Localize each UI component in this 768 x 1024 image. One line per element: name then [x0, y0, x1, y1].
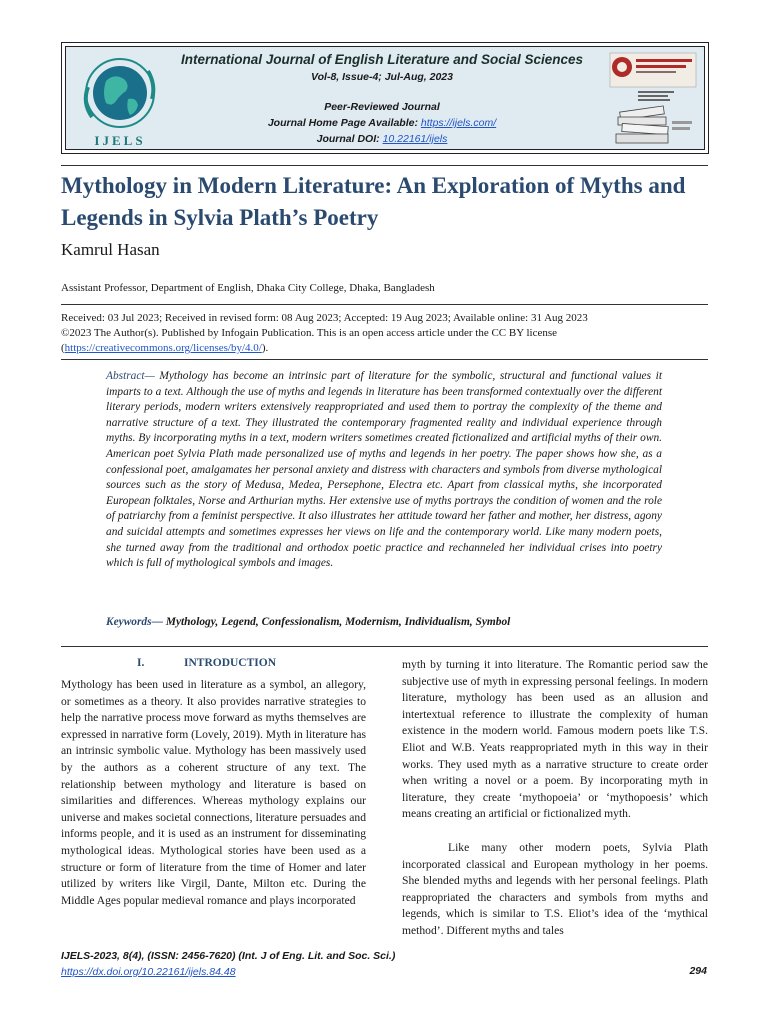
article-title: Mythology in Modern Literature: An Exploration of Myths and Legends in Sylvia Plath’s Poetry [61, 173, 686, 230]
article-dates [61, 311, 701, 356]
abstract-rule [61, 646, 708, 647]
journal-logo [76, 51, 168, 151]
body-paragraph: Like many other modern poets, Sylvia Plath incorporated classical and European mythology in her poems. She blended myths and legends with her personal feelings. Plath reappropriated the characters and symbols from myths and legends, which is similar to T.S. Eliot’s idea of the ‘mythical method’. Different myths and tales [402, 840, 708, 937]
keywords-label: Keywords— [106, 616, 163, 628]
journal-header-inner [65, 46, 705, 150]
journal-volume: Vol-8, Issue-4; Jul-Aug, 2023 [311, 71, 453, 83]
body-right-column [402, 657, 708, 940]
license-link[interactable]: https://creativecommons.org/licenses/by/4.0/ [64, 342, 262, 354]
author-name: Kamrul Hasan [61, 240, 160, 259]
abstract [106, 369, 662, 572]
author-affiliation: Assistant Professor, Department of English, Dhaka City College, Dhaka, Bangladesh [61, 282, 435, 294]
logo-text: IJELS [94, 133, 146, 148]
doi-link[interactable]: 10.22161/ijels [382, 133, 448, 145]
received-dates: Received: 03 Jul 2023; Received in revised form: 08 Aug 2023; Accepted: 19 Aug 2023; Available online: 31 Aug 2023 [61, 312, 588, 324]
keywords-text: Mythology, Legend, Confessionalism, Modernism, Individualism, Symbol [162, 616, 511, 628]
page-number: 294 [689, 965, 707, 977]
journal-title: International Journal of English Literature and Social Sciences [180, 52, 584, 67]
body-paragraph: myth by turning it into literature. The Romantic period saw the subjective use of myth in expressing personal feelings. In modern literature, mythology has been used as an allusion and intertextual reference to illustrate the complexity of human existence in the modern world. Famous modern poets like T.S. Eliot and W.B. Yeats reappropriated myth in this way in their works. They used myth as a narrative structure to create order when writing a novel or a poem. By incorporating myth in literature, they create ‘mythopoeia’ or ‘mythopoesis’ which means creating an artificial or fictionalized myth. [402, 658, 708, 821]
journal-cover-image [608, 51, 698, 151]
header-rule [61, 165, 708, 166]
footer-doi-link[interactable]: https://dx.doi.org/10.22161/ijels.84.48 [61, 966, 236, 978]
section-title: INTRODUCTION [184, 657, 277, 669]
license-line [61, 341, 701, 356]
license-open: ( [61, 342, 65, 354]
abstract-label: Abstract— [106, 370, 155, 382]
journal-doi [170, 133, 594, 145]
peer-reviewed-label: Peer-Reviewed Journal [324, 101, 440, 113]
section-number: I. [137, 657, 145, 669]
dates-rule [61, 359, 708, 360]
page-footer [61, 948, 395, 980]
journal-info [170, 49, 594, 145]
copyright-notice: ©2023 The Author(s). Published by Infogain Publication. This is an open access article under the CC BY license [61, 327, 558, 339]
journal-homepage [170, 117, 594, 129]
journal-header [61, 42, 709, 154]
keywords [106, 616, 662, 628]
footer-citation: IJELS-2023, 8(4), (ISSN: 2456-7620) (Int. J of Eng. Lit. and Soc. Sci.) [61, 950, 396, 962]
affiliation-rule [61, 304, 708, 305]
body-left-column: Mythology has been used in literature as a symbol, an allegory, or sometimes as a theory. It also provides narrative strategies to help the narrative process move forward as myths themselves are expressed in narrative form (Lovely, 2019). Myth in literature has an intrinsic symbolic value. Mythology has been massively used by the authors as a coherent structure of any text. The relationship between mythology and literature is based on similarities and differences. Whereas mythology explains our universe and makes societal connections, literature persuades and informs people, and it is used as an instrument for disseminating mythological ideas. Mythological stories have been used as a structure or form of literature from the time of Homer and later utilized by writers like Virgil, Dante, Milton etc. During the Middle Ages popular medieval romance and plays incorporated [61, 678, 366, 907]
homepage-link[interactable]: https://ijels.com/ [420, 117, 497, 129]
abstract-text: Mythology has become an intrinsic part of literature for the symbolic, structural and functional values it imparts to a text. Although the use of myths and legends in literature has been transformed contextually over the different literary periods, modern writers extensively reappropriated and used them to portray the complexity of the theme and narrative structure of a text. They illustrated the contemporary fragmented reality and individual experience through myths. By incorporating myths in a text, modern writers sometimes created fictionalized and artificial myths of their own. American poet Sylvia Plath made personalized use of myths and legends in her poetry. The paper shows how she, as a confessional poet, amalgamates her personal anxiety and distress with characters and symbols from diverse mythological sources such as the story of Medusa, Medea, Persephone, Electra etc. Apart from classical myths, she incorporated European folktales, Norse and Arthurian myths. Her extensive use of myths portrays the condition of women and the role of patriarchy from a feminist perspective. It also illustrates her attitude toward her father and mother, her distress, agony and suicidal attempts and sometimes expresses her views on life and the contemporary world. Like many modern poets, she turned away from the traditional and orthodox poetic practice and rechanneled her individual crises into poetry which is full of mythological symbols and images. [106, 370, 662, 570]
license-close: ). [261, 342, 269, 354]
doi-label: Journal DOI: [316, 133, 383, 145]
homepage-label: Journal Home Page Available: [267, 117, 421, 129]
